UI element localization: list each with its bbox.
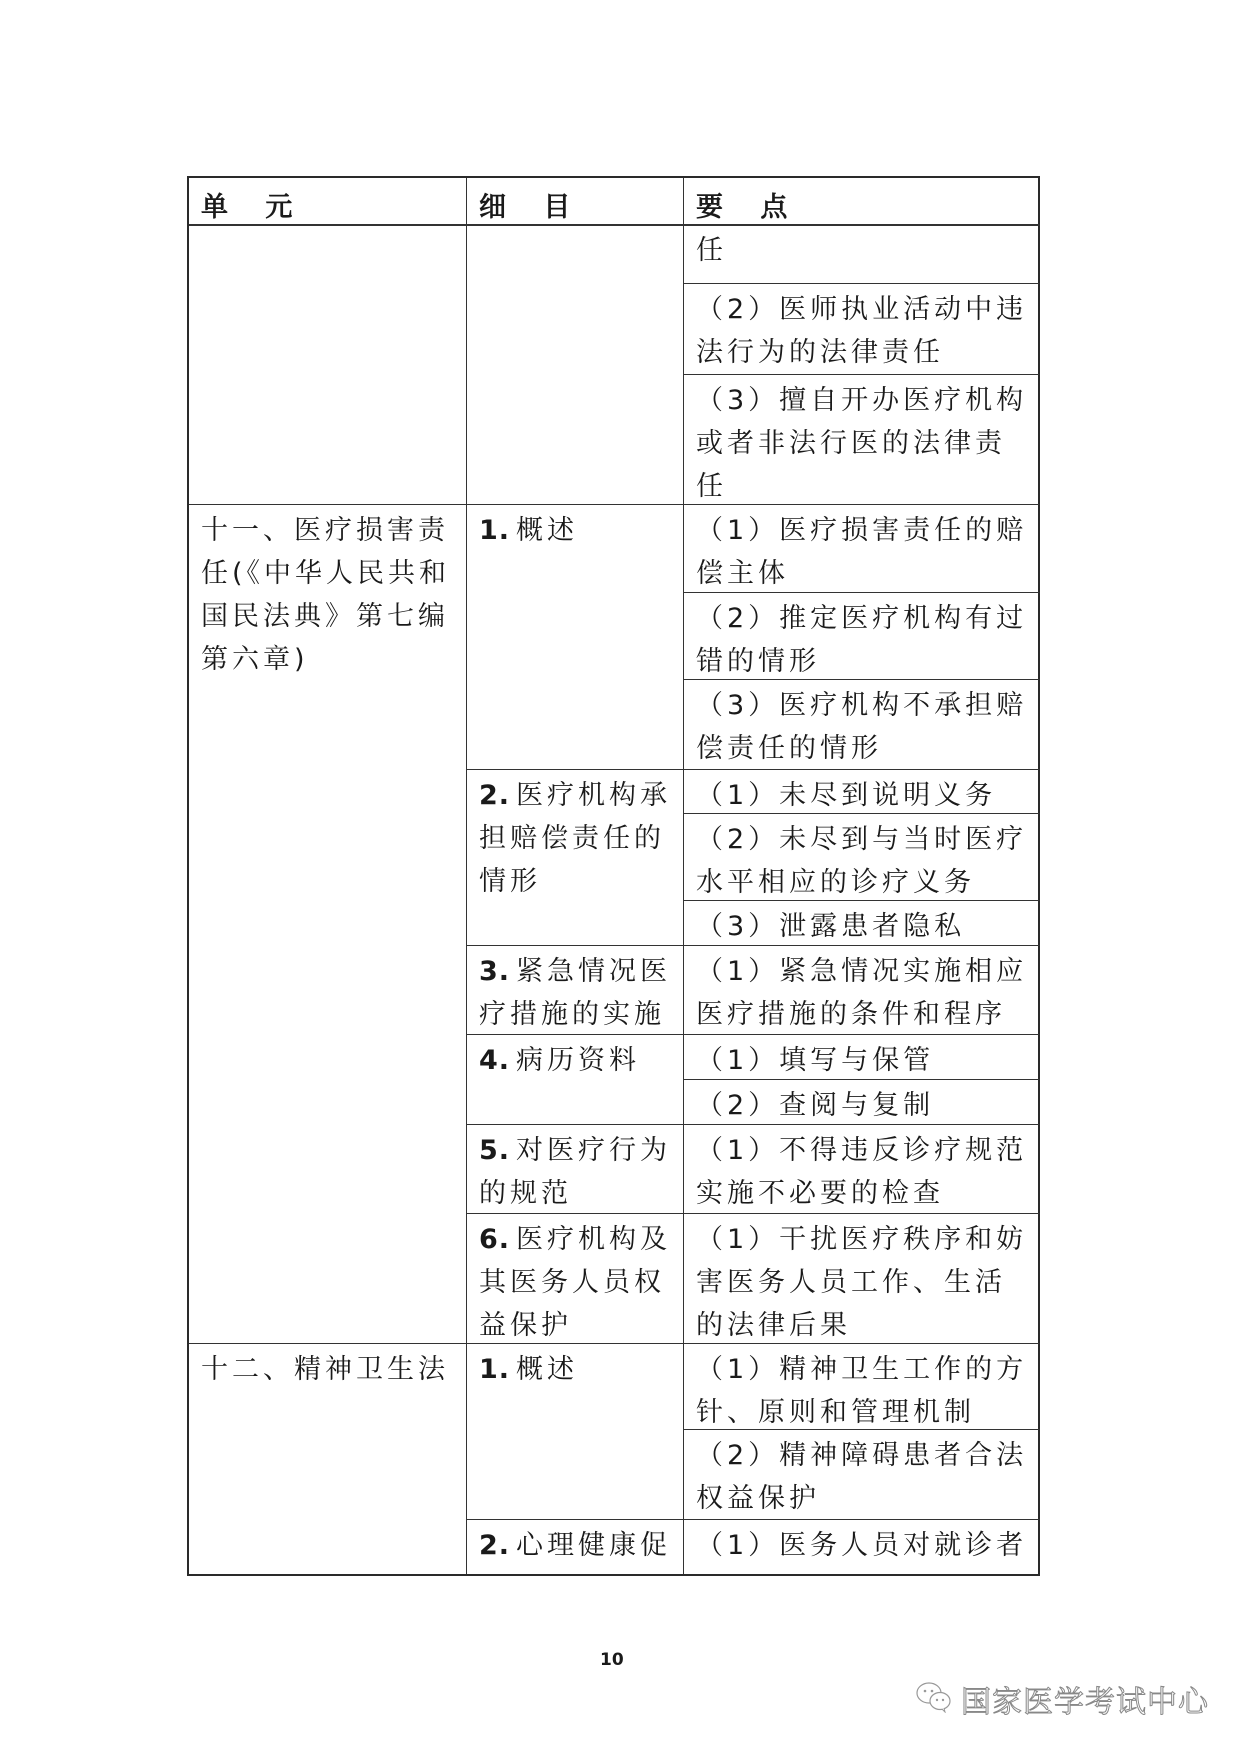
point-cell: （3）擅自开办医疗机构或者非法行医的法律责任 — [696, 385, 1028, 502]
point-cell: （1）填写与保管 — [696, 1045, 935, 1076]
item-label: 病历资料 — [516, 1045, 641, 1076]
header-item: 细 目 — [479, 192, 585, 223]
item-number: 2. — [479, 1530, 511, 1561]
item-cell — [467, 1344, 684, 1519]
item-label: 医疗机构承担赔偿责任的情形 — [479, 780, 672, 897]
point-cell: （1）紧急情况实施相应医疗措施的条件和程序 — [696, 956, 1028, 1030]
point-cell: （1）医务人员对就诊者 — [696, 1530, 1028, 1561]
point-cell: （3）泄露患者隐私 — [696, 911, 966, 942]
header-point: 要 点 — [696, 192, 802, 223]
item-number: 2. — [479, 780, 511, 811]
syllabus-table — [187, 176, 1040, 1576]
item-cell — [467, 505, 684, 769]
page-number: 10 — [600, 1650, 624, 1670]
header-unit: 单 元 — [201, 192, 307, 223]
point-cell: （1）不得违反诊疗规范实施不必要的检查 — [696, 1135, 1028, 1209]
item-label: 紧急情况医疗措施的实施 — [479, 956, 672, 1030]
point-cell: （2）未尽到与当时医疗水平相应的诊疗义务 — [696, 824, 1028, 898]
watermark — [915, 1677, 1209, 1721]
item-cell — [467, 946, 684, 1034]
item-number: 1. — [479, 1354, 511, 1385]
item-number: 4. — [479, 1045, 511, 1076]
item-number: 1. — [479, 515, 511, 546]
point-cell: 任 — [696, 235, 727, 266]
item-label: 概述 — [516, 515, 579, 546]
point-cell: （2）查阅与复制 — [696, 1090, 935, 1121]
point-cell: （1）精神卫生工作的方针、原则和管理机制 — [696, 1354, 1028, 1428]
point-cell: （3）医疗机构不承担赔偿责任的情形 — [696, 690, 1028, 764]
point-cell: （1）未尽到说明义务 — [696, 780, 997, 811]
item-cell — [467, 770, 684, 945]
unit-cell-11: 十一、医疗损害责任(《中华人民共和国民法典》第七编第六章) — [201, 515, 451, 675]
item-label: 心理健康促 — [516, 1530, 672, 1561]
item-number: 3. — [479, 956, 511, 987]
item-number: 5. — [479, 1135, 511, 1166]
item-cell — [467, 1214, 684, 1343]
point-cell: （1）医疗损害责任的赔偿主体 — [696, 515, 1028, 589]
item-cell — [467, 1125, 684, 1213]
item-label: 医疗机构及其医务人员权益保护 — [479, 1224, 672, 1341]
item-label: 概述 — [516, 1354, 579, 1385]
item-cell — [467, 1520, 684, 1574]
point-cell: （2）医师执业活动中违法行为的法律责任 — [696, 294, 1028, 368]
wechat-icon — [915, 1681, 953, 1717]
item-label: 对医疗行为的规范 — [479, 1135, 672, 1209]
point-cell: （1）干扰医疗秩序和妨害医务人员工作、生活的法律后果 — [696, 1224, 1028, 1341]
point-cell: （2）推定医疗机构有过错的情形 — [696, 603, 1028, 677]
item-cell — [467, 1035, 684, 1124]
unit-cell-12: 十二、精神卫生法 — [201, 1354, 449, 1385]
item-number: 6. — [479, 1224, 511, 1255]
watermark-text: 国家医学考试中心 — [961, 1685, 1209, 1720]
point-cell: （2）精神障碍患者合法权益保护 — [696, 1440, 1028, 1514]
